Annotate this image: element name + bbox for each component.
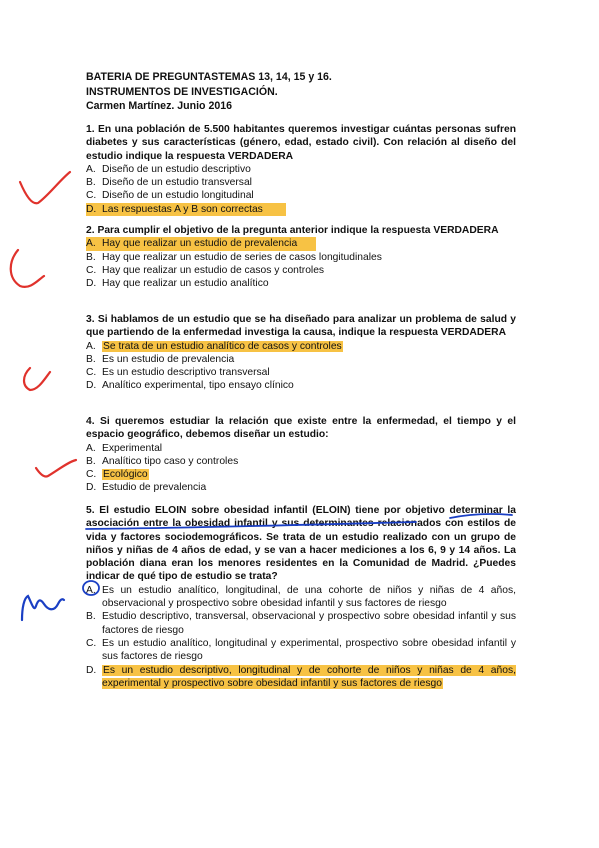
option-letter: C. — [86, 190, 97, 202]
option-text: Se trata de un estudio analítico de casos y controles — [103, 340, 342, 352]
option-letter: C. — [86, 264, 97, 276]
option-b — [86, 610, 516, 637]
question-1 — [86, 123, 516, 216]
option-d — [86, 481, 516, 494]
option-text: Diseño de un estudio descriptivo — [102, 163, 251, 175]
option-b — [86, 353, 516, 366]
option-d-highlighted — [86, 664, 516, 691]
option-letter: D. — [86, 664, 97, 676]
option-text: Analítico tipo caso y controles — [102, 455, 239, 467]
option-text: Hay que realizar un estudio de series de casos longitudinales — [102, 251, 382, 263]
header-author: Carmen Martínez. Junio 2016 — [86, 100, 233, 112]
option-letter: D. — [86, 482, 97, 494]
option-letter: A. — [86, 340, 96, 352]
question-stem: 4. Si queremos estudiar la relación que existe entre la enfermedad, el tiempo y el espacio geográfico, debemos diseñar un estudio: — [86, 416, 516, 441]
option-c — [86, 189, 516, 202]
option-text: Hay que realizar un estudio de prevalencia — [102, 238, 298, 250]
option-c — [86, 637, 516, 664]
question-3 — [86, 313, 516, 393]
option-letter: A. — [86, 442, 96, 454]
option-d — [86, 379, 516, 392]
option-text: Es un estudio de prevalencia — [102, 353, 235, 365]
option-a-highlighted — [86, 340, 516, 353]
option-letter: B. — [86, 353, 96, 365]
option-a-highlighted — [86, 237, 316, 250]
option-letter: B. — [86, 251, 96, 263]
option-text: Estudio descriptivo, transversal, observacional y prospectivo sobre obesidad infantil y sus factores de riesgo — [102, 611, 516, 636]
red-checkmark-4 — [36, 460, 76, 477]
question-stem: 2. Para cumplir el objetivo de la pregunta anterior indique la respuesta VERDADERA — [86, 225, 499, 236]
option-text: Diseño de un estudio longitudinal — [102, 190, 254, 202]
question-2 — [86, 224, 516, 290]
question-5 — [86, 504, 516, 690]
option-d-highlighted — [86, 203, 286, 216]
option-b — [86, 455, 516, 468]
option-text: Analítico experimental, tipo ensayo clínico — [102, 380, 294, 392]
red-checkmark-2 — [11, 250, 44, 287]
option-a — [86, 584, 516, 611]
document-header — [86, 70, 526, 114]
option-letter: B. — [86, 177, 96, 189]
question-stem: 5. El estudio ELOIN sobre obesidad infantil (ELOIN) tiene por objetivo determinar la asociación entre la obesidad infantil y sus determinantes relacionados con estilos de vida y factores sociodemográficos. Se trata de un estudio realizado con un grupo de niños y niñas de 4 años de edad, y se van a hacer mediciones a los 6, 9 y 14 años. La población diana eran los menores residentes en la Comunidad de Madrid. ¿Puedes indicar de qué tipo de estudio se trata? — [86, 505, 516, 583]
header-title: BATERIA DE PREGUNTASTEMAS 13, 14, 15 y 16. — [86, 71, 332, 83]
red-checkmark-1 — [20, 172, 70, 203]
option-text: Es un estudio analítico, longitudinal, de una cohorte de niños y niñas de 4 años, observacional y prospectivo sobre obesidad infantil y sus factores de riesgo — [102, 584, 516, 610]
header-subtitle: INSTRUMENTOS DE INVESTIGACIÓN. — [86, 85, 278, 98]
red-checkmark-3 — [24, 368, 50, 390]
option-c-highlighted — [86, 468, 516, 481]
option-letter: D. — [86, 380, 97, 392]
option-letter: A. — [86, 584, 96, 596]
option-text: Es un estudio descriptivo transversal — [102, 367, 270, 379]
question-stem: 3. Si hablamos de un estudio que se ha diseñado para analizar un problema de salud y que partiendo de la enfermedad investiga la causa, indique la respuesta VERDADERA — [86, 314, 516, 339]
option-b — [86, 176, 516, 189]
option-text: Diseño de un estudio transversal — [102, 177, 252, 189]
blue-handwritten-mark — [22, 596, 64, 620]
option-letter: B. — [86, 611, 96, 623]
option-c — [86, 366, 516, 379]
question-4 — [86, 415, 516, 495]
question-stem: 1. En una población de 5.500 habitantes queremos investigar cuántas personas sufren diabetes y sus características (género, edad, estado civil). Con relación al diseño del estudio indique la respuesta VERDADERA — [86, 124, 516, 162]
option-c — [86, 264, 516, 277]
option-a — [86, 442, 516, 455]
option-text: Ecológico — [103, 469, 148, 481]
option-letter: C. — [86, 367, 97, 379]
option-letter: C. — [86, 469, 97, 481]
option-text: Es un estudio analítico, longitudinal y experimental, prospectivo sobre obesidad infantil y sus factores de riesgo — [102, 637, 516, 663]
option-text: Hay que realizar un estudio analítico — [102, 278, 269, 290]
option-letter: A. — [86, 238, 96, 250]
option-a — [86, 163, 516, 176]
option-text: Estudio de prevalencia — [102, 482, 207, 494]
option-text: Las respuestas A y B son correctas — [102, 203, 263, 215]
option-text: Es un estudio descriptivo, longitudinal y de cohorte de niños y niñas de 4 años, experimental y prospectivo sobre obesidad infantil y sus factores de riesgo — [102, 664, 516, 689]
option-letter: A. — [86, 163, 96, 175]
option-b — [86, 251, 516, 264]
option-letter: D. — [86, 278, 97, 290]
option-d — [86, 277, 516, 290]
option-text: Experimental — [102, 442, 163, 454]
option-text: Hay que realizar un estudio de casos y controles — [102, 264, 325, 276]
option-letter: D. — [86, 203, 97, 215]
option-letter: B. — [86, 455, 96, 467]
option-letter: C. — [86, 637, 97, 649]
